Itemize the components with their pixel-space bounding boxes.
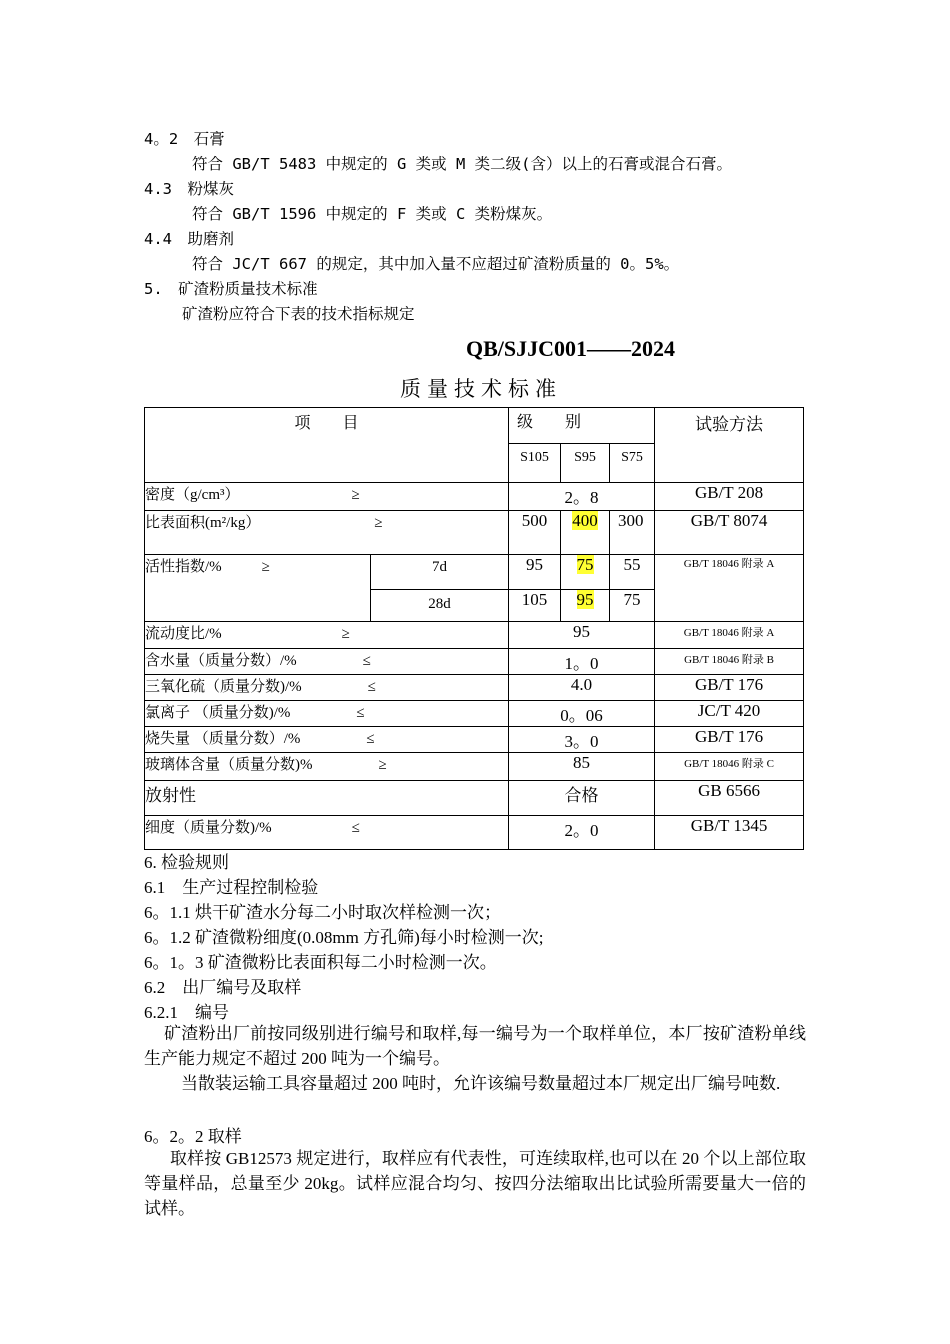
paragraph-bulk-transport: 当散装运输工具容量超过 200 吨时，允许该编号数量超过本厂规定出厂编号吨数. (181, 1074, 781, 1093)
paragraph-sampling: 取样按 GB12573 规定进行，取样应有代表性，可连续取样,也可以在 20 个以上部位取等量样品，总量至少 20kg。试样应混合均匀、按四分法缩取出比试验所需要量大一倍的试样。 (144, 1149, 806, 1218)
section-4-3-heading: 4.3 粉煤灰 (144, 180, 234, 198)
row-glass-value: 85 (509, 753, 655, 781)
row-flow-label: 流动度比/% ≥ (145, 622, 509, 649)
row-water-value: 1。0 (509, 649, 655, 675)
row-flow-value: 95 (509, 622, 655, 649)
section-5-heading: 5. 矿渣粉质量技术标准 (144, 280, 318, 298)
section-4-4-body: 符合 JC/T 667 的规定，其中加入量不应超过矿渣粉质量的 0。5%。 (192, 255, 680, 273)
section-6-1-heading: 6.1 生产过程控制检验 (144, 878, 319, 897)
row-so3-method: GB/T 176 (655, 675, 804, 701)
row-chloride-value: 0。06 (509, 701, 655, 727)
row-activity-28d-s95: 95 (561, 590, 610, 622)
row-so3-value: 4.0 (509, 675, 655, 701)
row-fineness-value: 2。0 (509, 816, 655, 850)
section-6-2-heading: 6.2 出厂编号及取样 (144, 978, 302, 997)
section-4-2-heading: 4。2 石膏 (144, 130, 225, 148)
row-glass-method: GB/T 18046 附录 C (655, 753, 804, 781)
row-water-label: 含水量（质量分数）/% ≤ (145, 649, 509, 675)
row-glass-label: 玻璃体含量（质量分数)% ≥ (145, 753, 509, 781)
quality-standard-table (144, 407, 804, 850)
row-loss-label: 烧失量 （质量分数）/% ≤ (145, 727, 509, 753)
header-item: 项 目 (145, 408, 509, 483)
section-5-body: 矿渣粉应符合下表的技术指标规定 (182, 305, 415, 323)
section-6-1-3: 6。1。3 矿渣微粉比表面积每二小时检测一次。 (144, 953, 497, 972)
row-activity-7d-s95: 75 (561, 555, 610, 590)
row-activity-7d-s75: 55 (610, 555, 655, 590)
row-activity-28d-s105: 105 (509, 590, 561, 622)
header-method: 试验方法 (655, 408, 804, 483)
paragraph-numbering: 矿渣粉出厂前按同级别进行编号和取样,每一编号为一个取样单位，本厂按矿渣粉单线生产能力规定不超过 200 吨为一个编号。 (144, 1024, 806, 1068)
row-density-value: 2。8 (509, 483, 655, 511)
row-surface-s105: 500 (509, 511, 561, 555)
grade-s95: S95 (561, 444, 610, 483)
row-activity-7d-s105: 95 (509, 555, 561, 590)
section-6-1-1: 6。1.1 烘干矿渣水分每二小时取次样检测一次； (144, 903, 501, 922)
row-so3-label: 三氧化硫（质量分数)/% ≤ (145, 675, 509, 701)
grade-s75: S75 (610, 444, 655, 483)
section-6-heading: 6. 检验规则 (144, 853, 229, 872)
section-4-2-body: 符合 GB/T 5483 中规定的 G 类或 M 类二级(含）以上的石膏或混合石膏。 (192, 155, 732, 173)
section-4-4-heading: 4.4 助磨剂 (144, 230, 234, 248)
grade-s105: S105 (509, 444, 561, 483)
row-flow-method: GB/T 18046 附录 A (655, 622, 804, 649)
row-fineness-method: GB/T 1345 (655, 816, 804, 850)
row-chloride-method: JC/T 420 (655, 701, 804, 727)
row-chloride-label: 氯离子 （质量分数)/% ≤ (145, 701, 509, 727)
row-activity-method: GB/T 18046 附录 A (655, 555, 804, 622)
row-radio-label: 放射性 (145, 781, 509, 816)
row-loss-method: GB/T 176 (655, 727, 804, 753)
row-surface-label: 比表面积(m²/kg） ≥ (145, 511, 509, 555)
row-radio-value: 合格 (509, 781, 655, 816)
row-surface-method: GB/T 8074 (655, 511, 804, 555)
row-loss-value: 3。0 (509, 727, 655, 753)
header-grade: 级 别 (509, 408, 655, 444)
section-4-3-body: 符合 GB/T 1596 中规定的 F 类或 C 类粉煤灰。 (192, 205, 553, 223)
row-density-method: GB/T 208 (655, 483, 804, 511)
row-surface-s95: 400 (561, 511, 610, 555)
section-6-1-2: 6。1.2 矿渣微粉细度(0.08mm 方孔筛)每小时检测一次; (144, 928, 544, 947)
row-activity-label: 活性指数/% ≥ (145, 555, 371, 622)
row-water-method: GB/T 18046 附录 B (655, 649, 804, 675)
row-activity-28d: 28d (371, 590, 509, 622)
document-title: 质量技术标准 (400, 377, 562, 401)
row-fineness-label: 细度（质量分数)/% ≤ (145, 816, 509, 850)
row-surface-s75: 300 (610, 511, 655, 555)
row-density-label: 密度（g/cm³） ≥ (145, 483, 509, 511)
section-6-2-1-heading: 6.2.1 编号 (144, 1003, 229, 1022)
row-activity-7d: 7d (371, 555, 509, 590)
row-radio-method: GB 6566 (655, 781, 804, 816)
section-6-2-2-heading: 6。2。2 取样 (144, 1127, 242, 1146)
row-activity-28d-s75: 75 (610, 590, 655, 622)
document-code: QB/SJJC001——2024 (466, 336, 676, 361)
